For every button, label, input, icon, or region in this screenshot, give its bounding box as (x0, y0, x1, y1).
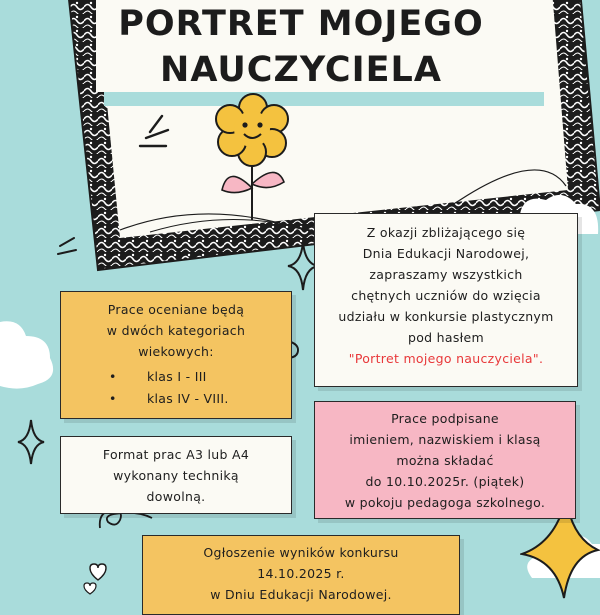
bullet-icon: • (109, 391, 117, 406)
invite-line: udziału w konkursie plastycznym (338, 309, 554, 324)
age-category-label: klas I - III (147, 369, 207, 384)
invitation-card (314, 213, 578, 387)
categories-line: w dwóch kategoriach (106, 323, 246, 338)
format-card (60, 436, 292, 514)
results-line: w Dniu Edukacji Narodowej. (210, 587, 392, 602)
submission-line: Prace podpisane (391, 411, 499, 426)
age-category-list (61, 366, 291, 410)
page-title-line-1: PORTRET MOJEGO (118, 4, 484, 44)
smiling-flower-icon (208, 92, 298, 222)
doodle-lines-icon-small (54, 236, 80, 262)
submission-line: można składać (396, 453, 494, 468)
format-line: Format prac A3 lub A4 (102, 447, 250, 462)
submission-line: imieniem, nazwiskiem i klasą (349, 432, 541, 447)
list-item (61, 366, 291, 388)
categories-line: wiekowych: (138, 344, 214, 359)
format-line: wykonany techniką (113, 468, 239, 483)
page-title-line-2: NAUCZYCIELA (160, 50, 442, 90)
submission-line: do 10.10.2025r. (piątek) (365, 474, 525, 489)
title-banner (96, 0, 506, 92)
invite-line: Z okazji zbliżającego się (366, 225, 526, 240)
categories-line: Prace oceniane będą (107, 302, 245, 317)
contest-slogan: "Portret mojego nauczyciela". (348, 351, 544, 366)
submission-line: w pokoju pedagoga szkolnego. (344, 495, 546, 510)
bullet-icon: • (109, 369, 117, 384)
categories-card (60, 291, 292, 419)
invite-line: zapraszamy wszystkich (369, 267, 523, 282)
age-category-label: klas IV - VIII. (147, 391, 229, 406)
results-line: 14.10.2025 r. (257, 566, 345, 581)
heart-icon (80, 560, 120, 600)
invite-line: Dnia Edukacji Narodowej, (362, 246, 530, 261)
format-line: dowolną. (146, 489, 206, 504)
results-card (142, 535, 460, 615)
list-item (61, 388, 291, 410)
invite-line: chętnych uczniów do wzięcia (351, 288, 541, 303)
doodle-lines-icon (126, 112, 172, 158)
sparkle-star-icon-left (16, 418, 46, 466)
submission-card (314, 401, 576, 519)
cloud-icon-left (0, 312, 58, 392)
invite-line: pod hasłem (407, 330, 484, 345)
results-line: Ogłoszenie wyników konkursu (203, 545, 399, 560)
